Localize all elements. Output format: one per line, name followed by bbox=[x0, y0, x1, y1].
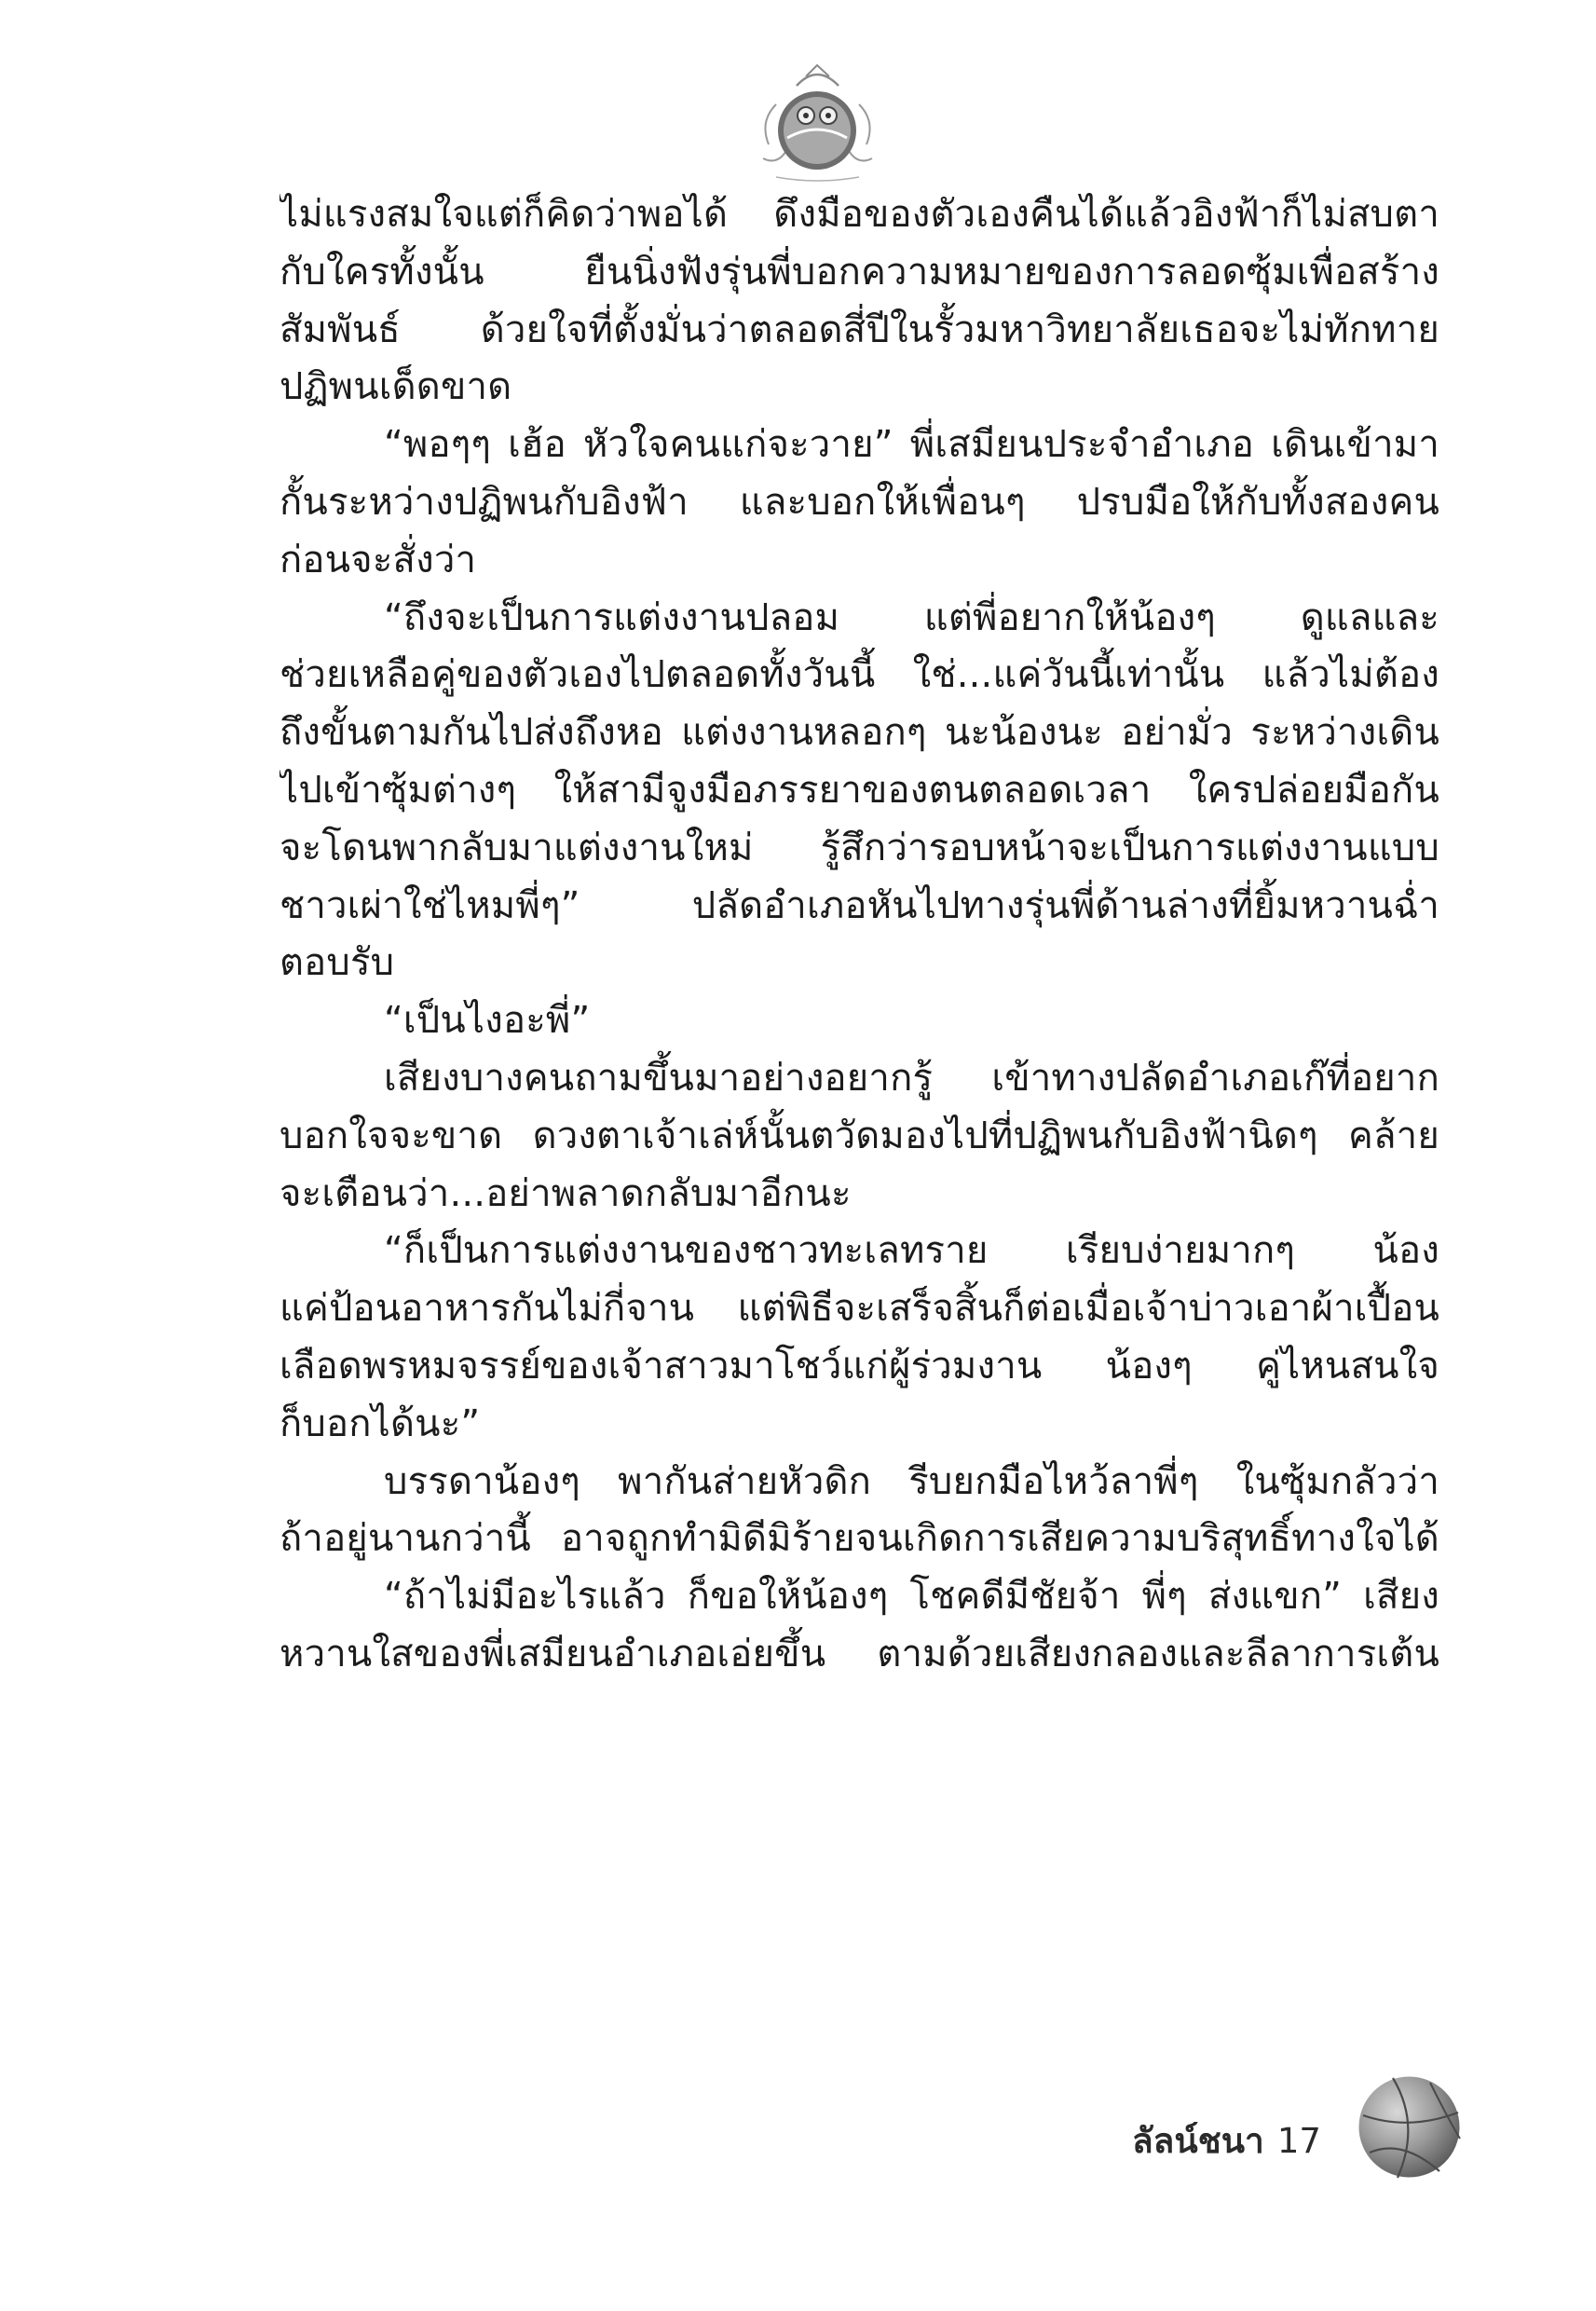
text-line: ช่วยเหลือคู่ของตัวเองไปตลอดทั้งวันนี้ ใช่...แค่วันนี้เท่านั้น แล้วไม่ต้อง bbox=[280, 653, 1439, 697]
text-line: เสียงบางคนถามขึ้นมาอย่างอยากรู้ เข้าทางปลัดอำเภอเก๊ที่อยาก bbox=[384, 1056, 1439, 1100]
page-footer bbox=[1132, 2113, 1321, 2168]
text-line: ชาวเผ่าใช่ไหมพี่ๆ” ปลัดอำเภอหันไปทางรุ่นพี่ด้านล่างที่ยิ้มหวานฉ่ำ bbox=[280, 883, 1439, 927]
text-line: ถ้าอยู่นานกว่านี้ อาจถูกทำมิดีมิร้ายจนเกิดการเสียความบริสุทธิ์ทางใจได้ bbox=[280, 1517, 1439, 1561]
text-line: บอกใจจะขาด ดวงตาเจ้าเล่ห์นั้นตวัดมองไปที่ปฏิพนกับอิงฟ้านิดๆ คล้าย bbox=[280, 1114, 1439, 1157]
text-line: ถึงขั้นตามกันไปส่งถึงหอ แต่งงานหลอกๆ นะน้องนะ อย่ามั่ว ระหว่างเดิน bbox=[280, 711, 1439, 755]
text-line: บรรดาน้องๆ พากันส่ายหัวดิก รีบยกมือไหว้ลาพี่ๆ ในซุ้มกลัวว่า bbox=[384, 1459, 1439, 1503]
text-line: ก็บอกได้นะ” bbox=[280, 1402, 481, 1445]
text-line: จะเตือนว่า...อย่าพลาดกลับมาอีกนะ bbox=[280, 1171, 852, 1215]
text-line: “ถึงจะเป็นการแต่งงานปลอม แต่พี่อยากให้น้องๆ ดูแลและ bbox=[384, 595, 1439, 639]
text-line: ไม่แรงสมใจแต่ก็คิดว่าพอได้ ดึงมือของตัวเองคืนได้แล้วอิงฟ้าก็ไม่สบตา bbox=[280, 193, 1439, 236]
text-line: “ก็เป็นการแต่งงานของชาวทะเลทราย เรียบง่ายมากๆ น้อง bbox=[384, 1229, 1439, 1273]
text-line: กับใครทั้งนั้น ยืนนิ่งฟังรุ่นพี่บอกความหมายของการลอดซุ้มเพื่อสร้าง bbox=[280, 250, 1439, 294]
logo-graphic bbox=[759, 56, 876, 186]
basketball-graphic bbox=[1356, 2073, 1463, 2181]
text-line: แค่ป้อนอาหารกันไม่กี่จาน แต่พิธีจะเสร็จสิ้นก็ต่อเมื่อเจ้าบ่าวเอาผ้าเปื้อน bbox=[280, 1287, 1439, 1331]
text-line: “เป็นไงอะพี่” bbox=[384, 999, 591, 1043]
ornamental-logo-icon bbox=[759, 56, 876, 186]
basketball-icon bbox=[1356, 2073, 1463, 2181]
text-line: เลือดพรหมจรรย์ของเจ้าสาวมาโชว์แก่ผู้ร่วมงาน น้องๆ คู่ไหนสนใจ bbox=[280, 1344, 1439, 1388]
page-number: 17 bbox=[1276, 2121, 1321, 2161]
text-line: หวานใสของพี่เสมียนอำเภอเอ่ยขึ้น ตามด้วยเสียงกลองและลีลาการเต้น bbox=[280, 1632, 1439, 1675]
author-name: ลัลน์ชนา bbox=[1132, 2121, 1264, 2161]
text-line: สัมพันธ์ ด้วยใจที่ตั้งมั่นว่าตลอดสี่ปีในรั้วมหาวิทยาลัยเธอจะไม่ทักทาย bbox=[280, 308, 1439, 351]
text-line: กั้นระหว่างปฏิพนกับอิงฟ้า และบอกให้เพื่อนๆ ปรบมือให้กับทั้งสองคน bbox=[280, 480, 1439, 524]
text-line: ตอบรับ bbox=[280, 941, 395, 985]
text-line: จะโดนพากลับมาแต่งงานใหม่ รู้สึกว่ารอบหน้าจะเป็นการแต่งงานแบบ bbox=[280, 826, 1439, 869]
text-line: ไปเข้าซุ้มต่างๆ ให้สามีจูงมือภรรยาของตนตลอดเวลา ใครปล่อยมือกัน bbox=[280, 768, 1439, 812]
text-line: ปฏิพนเด็ดขาด bbox=[280, 365, 512, 409]
text-line: “พอๆๆ เฮ้อ หัวใจคนแก่จะวาย” พี่เสมียนประจำอำเภอ เดินเข้ามา bbox=[384, 423, 1439, 467]
body-text bbox=[280, 186, 1439, 1684]
text-line: ก่อนจะสั่งว่า bbox=[280, 538, 477, 581]
text-line: “ถ้าไม่มีอะไรแล้ว ก็ขอให้น้องๆ โชคดีมีชัยจ้า พี่ๆ ส่งแขก” เสียง bbox=[384, 1575, 1439, 1619]
